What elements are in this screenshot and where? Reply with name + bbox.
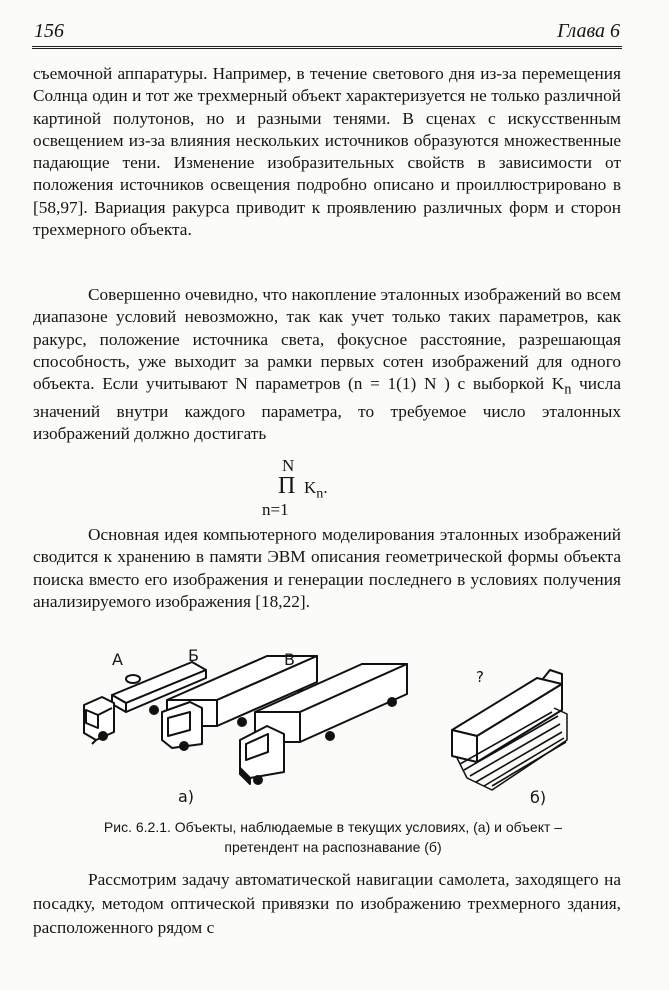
paragraph-4: Рассмотрим задачу автоматической навигации самолета, заходящего на посадку, методом оптической привязки по изображению трехмерного здания, расположенного рядом с [33, 870, 621, 937]
paragraph-2 [33, 284, 621, 446]
paragraph-1: съемочной аппаратуры. Например, в течение светового дня из-за перемещения Солнца один и тот же трехмерный объект характеризуется не только различной картиной полутонов, но и разными тенями. В сценах с искусственным освещением из-за влияния нескольких источников образуются множественные падающие тени. Изменение изобразительных свойств в зависимости от положения источников освещения подробно описано и проиллюстрировано в [58,97]. Вариация ракурса приводит к проявлению различных форм и сторон трехмерного объекта. [33, 64, 621, 240]
caption-line-1: Рис. 6.2.1. Объекты, наблюдаемые в текущих условиях, (а) и объект – [103, 819, 563, 835]
paragraph-3: Основная идея компьютерного моделирования эталонных изображений сводится к хранению в памяти ЭВМ описания геометрической формы объекта поиска вместо его изображения и генерации последнего в условиях получения анализируемого изображения [18,22]. [33, 525, 621, 611]
label-question: ? [476, 668, 484, 686]
running-header [32, 20, 622, 49]
paragraph-2-text-b: числа значений внутри каждого параметра, то требуемое число эталонных изображений должно достигать [33, 374, 622, 444]
formula-term-k: K [304, 478, 317, 497]
label-truck-b: Б [188, 646, 199, 665]
paragraph-2-subscript: n [564, 381, 572, 398]
figure-drawing [72, 640, 592, 815]
figure-6-2-1 [72, 640, 592, 820]
label-part-a: а) [178, 787, 195, 806]
candidate-object-drawing [452, 670, 567, 790]
formula-term-subscript: n [316, 485, 324, 502]
paragraph-2-text-a: Совершенно очевидно, что накопление эталонных изображений во всем диапазоне условий невозможно, так как учет только таких параметров, как ракурс, положение источника света, фокусное расстояние, разрешающая способность, уже выходит за рамки первых сотен изображений для одного объекта. Если учитывают N параметров (n = 1(1) N ) с выборкой K [33, 285, 621, 394]
formula-lower-limit: n=1 [262, 500, 289, 519]
formula-product-symbol: П [278, 473, 296, 499]
formula-upper-limit: N [282, 456, 295, 475]
label-part-b: б) [530, 788, 547, 807]
caption-line-2: претендент на распознавание (б) [224, 839, 442, 855]
label-truck-v: В [284, 650, 295, 669]
figure-caption [33, 817, 633, 857]
product-formula [262, 456, 352, 520]
page-number: 156 [34, 20, 64, 42]
chapter-title: Глава 6 [557, 20, 620, 42]
formula-term [304, 478, 328, 502]
formula-term-end: . [323, 478, 328, 497]
label-truck-a: А [112, 650, 123, 669]
